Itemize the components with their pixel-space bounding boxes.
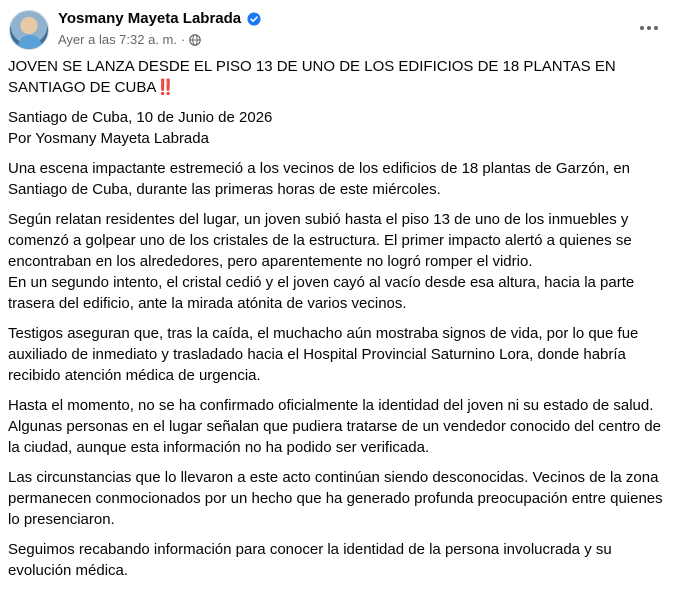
paragraph-5: Las circunstancias que lo llevaron a este acto continúan siendo desconocidas. Vecinos de la zona permanecen conmocionados por un hecho que ha generado profunda preocupación entre quienes lo presenciaron. [8, 469, 663, 528]
paragraph-2a: Según relatan residentes del lugar, un joven subió hasta el piso 13 de uno de los inmuebles y comenzó a golpear uno de los cristales de la estructura. El primer impacto alertó a quienes se encontraban en los alrededores, pero aparentemente no logró romper el vidrio. [8, 211, 632, 270]
double-exclamation-emoji: ‼️ [156, 79, 174, 96]
paragraph-3: Testigos aseguran que, tras la caída, el muchacho aún mostraba signos de vida, por lo que fue auxiliado de inmediato y trasladado hacia el Hospital Provincial Saturnino Lora, donde habría recibido atención médica de urgencia. [8, 325, 639, 384]
more-options-icon[interactable] [635, 14, 663, 42]
post-meta [58, 32, 201, 47]
paragraph-1: Una escena impactante estremeció a los vecinos de los edificios de 18 plantas de Garzón, en Santiago de Cuba, durante las primeras horas de este miércoles. [8, 160, 631, 198]
byline: Por Yosmany Mayeta Labrada [8, 130, 209, 147]
paragraph-2b: En un segundo intento, el cristal cedió y el joven cayó al vacío desde esa altura, hacia la parte trasera del edificio, ante la mirada atónita de varios vecinos. [8, 274, 635, 312]
verified-badge-icon [247, 12, 261, 26]
paragraph-4: Hasta el momento, no se ha confirmado oficialmente la identidad del joven ni su estado de salud. Algunas personas en el lugar señalan que pudiera tratarse de un vendedor conocido del centro de la ciudad, aunque esta información no ha podido ser verificada. [8, 397, 661, 456]
avatar[interactable] [9, 10, 49, 50]
paragraph-6: Seguimos recabando información para conocer la identidad de la persona involucrada y su evolución médica. [8, 541, 612, 579]
author-name[interactable]: Yosmany Mayeta Labrada [58, 10, 242, 27]
dateline: Santiago de Cuba, 10 de Junio de 2026 [8, 109, 273, 126]
globe-icon[interactable] [189, 34, 201, 46]
post-body [8, 56, 668, 590]
post-timestamp[interactable]: Ayer a las 7:32 a. m. [58, 32, 177, 47]
meta-separator: · [181, 32, 186, 47]
post-headline [8, 56, 668, 98]
headline-text: JOVEN SE LANZA DESDE EL PISO 13 DE UNO DE LOS EDIFICIOS DE 18 PLANTAS EN SANTIAGO DE CUBA [8, 58, 616, 96]
author-row [58, 10, 261, 27]
post-header [0, 0, 676, 56]
